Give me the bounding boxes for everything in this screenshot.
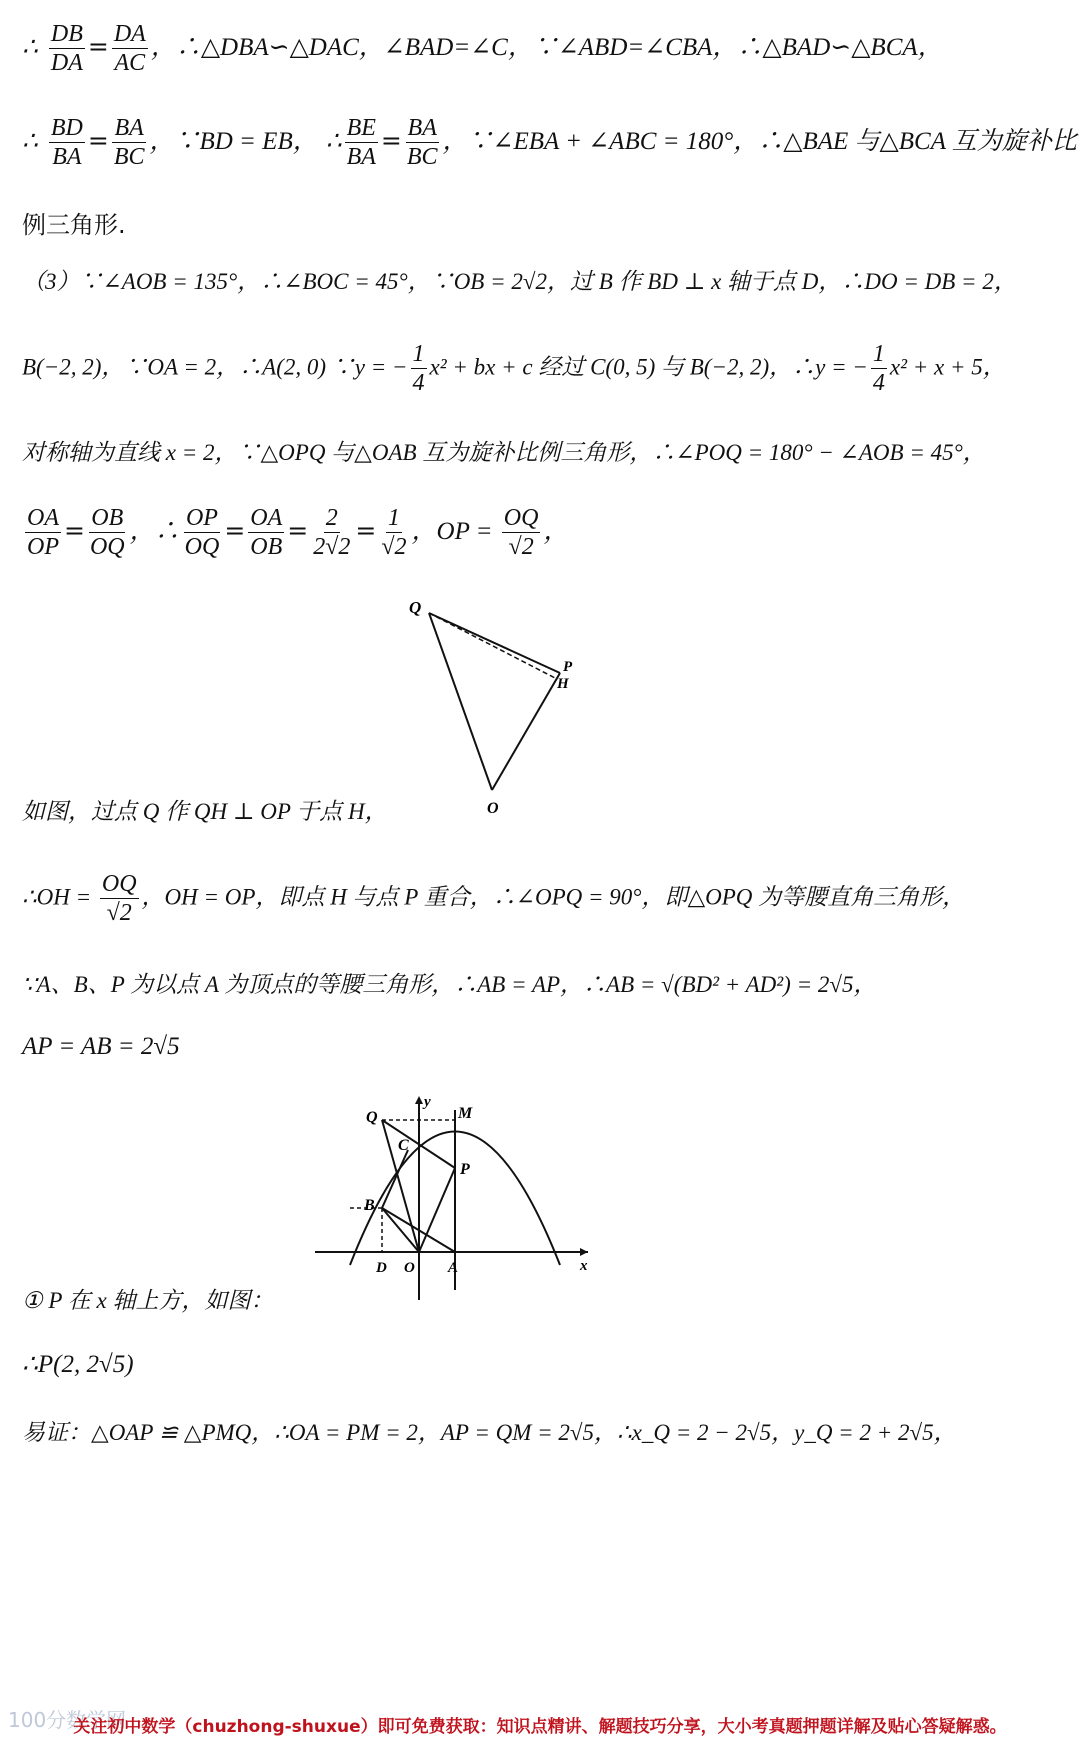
fraction: $\frac{OQ}{√2}$ <box>503 505 539 560</box>
label-b: B <box>364 1197 375 1214</box>
solution-line-3: 例三角形. <box>22 211 126 239</box>
solution-line-2: ∴ $\frac{BD}{BA}$ = $\frac{BA}{BC}$ ，∵BD = EB， ∴ $\frac{BE}{BA}$ = $\frac{BA}{BC}$ ，∵∠EBA + ∠ABC = 180°，∴△BAE 与△BCA 互为旋补比 <box>22 115 1077 170</box>
fraction: $\frac{DB}{DA}$ <box>50 21 83 76</box>
solution-line-9: ∴OH = $\frac{OQ}{√2}$ ，OH = OP，即点 H 与点 P 重合，∴∠OPQ = 90°，即△OPQ 为等腰直角三角形， <box>22 871 966 926</box>
fraction: $\frac{BA}{BC}$ <box>113 115 145 170</box>
fraction: $\frac{BD}{BA}$ <box>50 115 83 170</box>
label-q: Q <box>366 1109 378 1126</box>
fraction: $\frac{BA}{BC}$ <box>406 115 438 170</box>
fraction: $\frac{1}{√2}$ <box>381 505 407 560</box>
solution-line-13: ∴P(2, 2√5) <box>22 1351 134 1378</box>
label-a: A <box>448 1260 459 1276</box>
fraction: $\frac{DA}{AC}$ <box>113 21 146 76</box>
solution-line-11: AP = AB = 2√5 <box>22 1033 180 1060</box>
parabola-figure <box>310 1090 600 1310</box>
fraction: $\frac{2}{2√2}$ <box>313 505 351 560</box>
solution-line-12: ① P 在 x 轴上方，如图： <box>22 1288 274 1313</box>
fraction: $\frac{OB}{OQ}$ <box>89 505 125 560</box>
segment-po <box>492 673 560 790</box>
segment-qo <box>429 613 492 790</box>
x-axis-arrow <box>580 1248 588 1256</box>
label-o: O <box>487 800 499 817</box>
label-p: P <box>563 659 573 675</box>
fraction: $\frac{OP}{OQ}$ <box>184 505 220 560</box>
footer-promo-text: 关注初中数学（chuzhong-shuxue）即可免费获取：知识点精讲、解题技巧分享，大小考真题押题详解及贴心答疑解惑。 <box>73 1717 1007 1737</box>
label-d: D <box>376 1260 387 1276</box>
solution-line-4: （3）∵∠AOB = 135°，∴∠BOC = 45°，∵OB = 2√2，过 B 作 BD ⊥ x 轴于点 D，∴DO = DB = 2， <box>22 269 1017 294</box>
label-x: x <box>580 1258 588 1274</box>
solution-line-5: B(−2, 2)，∵OA = 2，∴A(2, 0) ∵y = − $\frac{1}{4}$ x² + bx + c 经过 C(0, 5) 与 B(−2, 2)，∴y = − $\frac{1}{4}$ x² + x + 5， <box>22 341 1006 396</box>
solution-line-14: 易证：△OAP ≌ △PMQ，∴OA = PM = 2，AP = QM = 2√5，∴x_Q = 2 − 2√5，y_Q = 2 + 2√5， <box>22 1420 957 1445</box>
y-axis-arrow <box>415 1096 423 1104</box>
label-q: Q <box>409 598 422 617</box>
label-p: P <box>460 1161 470 1178</box>
label-m: M <box>458 1105 473 1122</box>
label-y: y <box>424 1094 431 1110</box>
solution-line-1: ∴ $\frac{DB}{DA}$ = $\frac{DA}{AC}$ ，∴△DBA∽△DAC，∠BAD=∠C，∵∠ABD=∠CBA，∴△BAD∽△BCA， <box>22 21 943 76</box>
label-c: C <box>398 1137 409 1154</box>
fraction: $\frac{OA}{OB}$ <box>250 505 283 560</box>
fraction: $\frac{1}{4}$ <box>872 341 885 396</box>
solution-line-8: 如图，过点 Q 作 QH ⊥ OP 于点 H， <box>22 799 388 824</box>
watermark: 100分数学网 <box>8 1708 127 1732</box>
solution-line-10: ∵A、B、P 为以点 A 为顶点的等腰三角形，∴AB = AP，∴AB = √(BD² + AD²) = 2√5， <box>22 972 877 997</box>
segment-po <box>419 1168 455 1252</box>
solution-line-7: $\frac{OA}{OP}$ = $\frac{OB}{OQ}$ ，∴ $\frac{OP}{OQ}$ = $\frac{OA}{OB}$ = $\frac{2}{2√2}$ = $\frac{1}{√2}$ ，OP = $\frac{OQ}{√2}$ ， <box>27 505 569 560</box>
label-h: H <box>557 676 569 692</box>
segment-qp <box>429 613 560 673</box>
triangle-figure <box>405 595 585 825</box>
fraction: $\frac{OA}{OP}$ <box>27 505 59 560</box>
fraction: $\frac{OQ}{√2}$ <box>101 871 137 926</box>
label-o: O <box>404 1260 415 1276</box>
fraction: $\frac{1}{4}$ <box>412 341 425 396</box>
fraction: $\frac{BE}{BA}$ <box>346 115 376 170</box>
solution-line-6: 对称轴为直线 x = 2，∵△OPQ 与△OAB 互为旋补比例三角形，∴∠POQ = 180° − ∠AOB = 45°， <box>22 440 986 465</box>
